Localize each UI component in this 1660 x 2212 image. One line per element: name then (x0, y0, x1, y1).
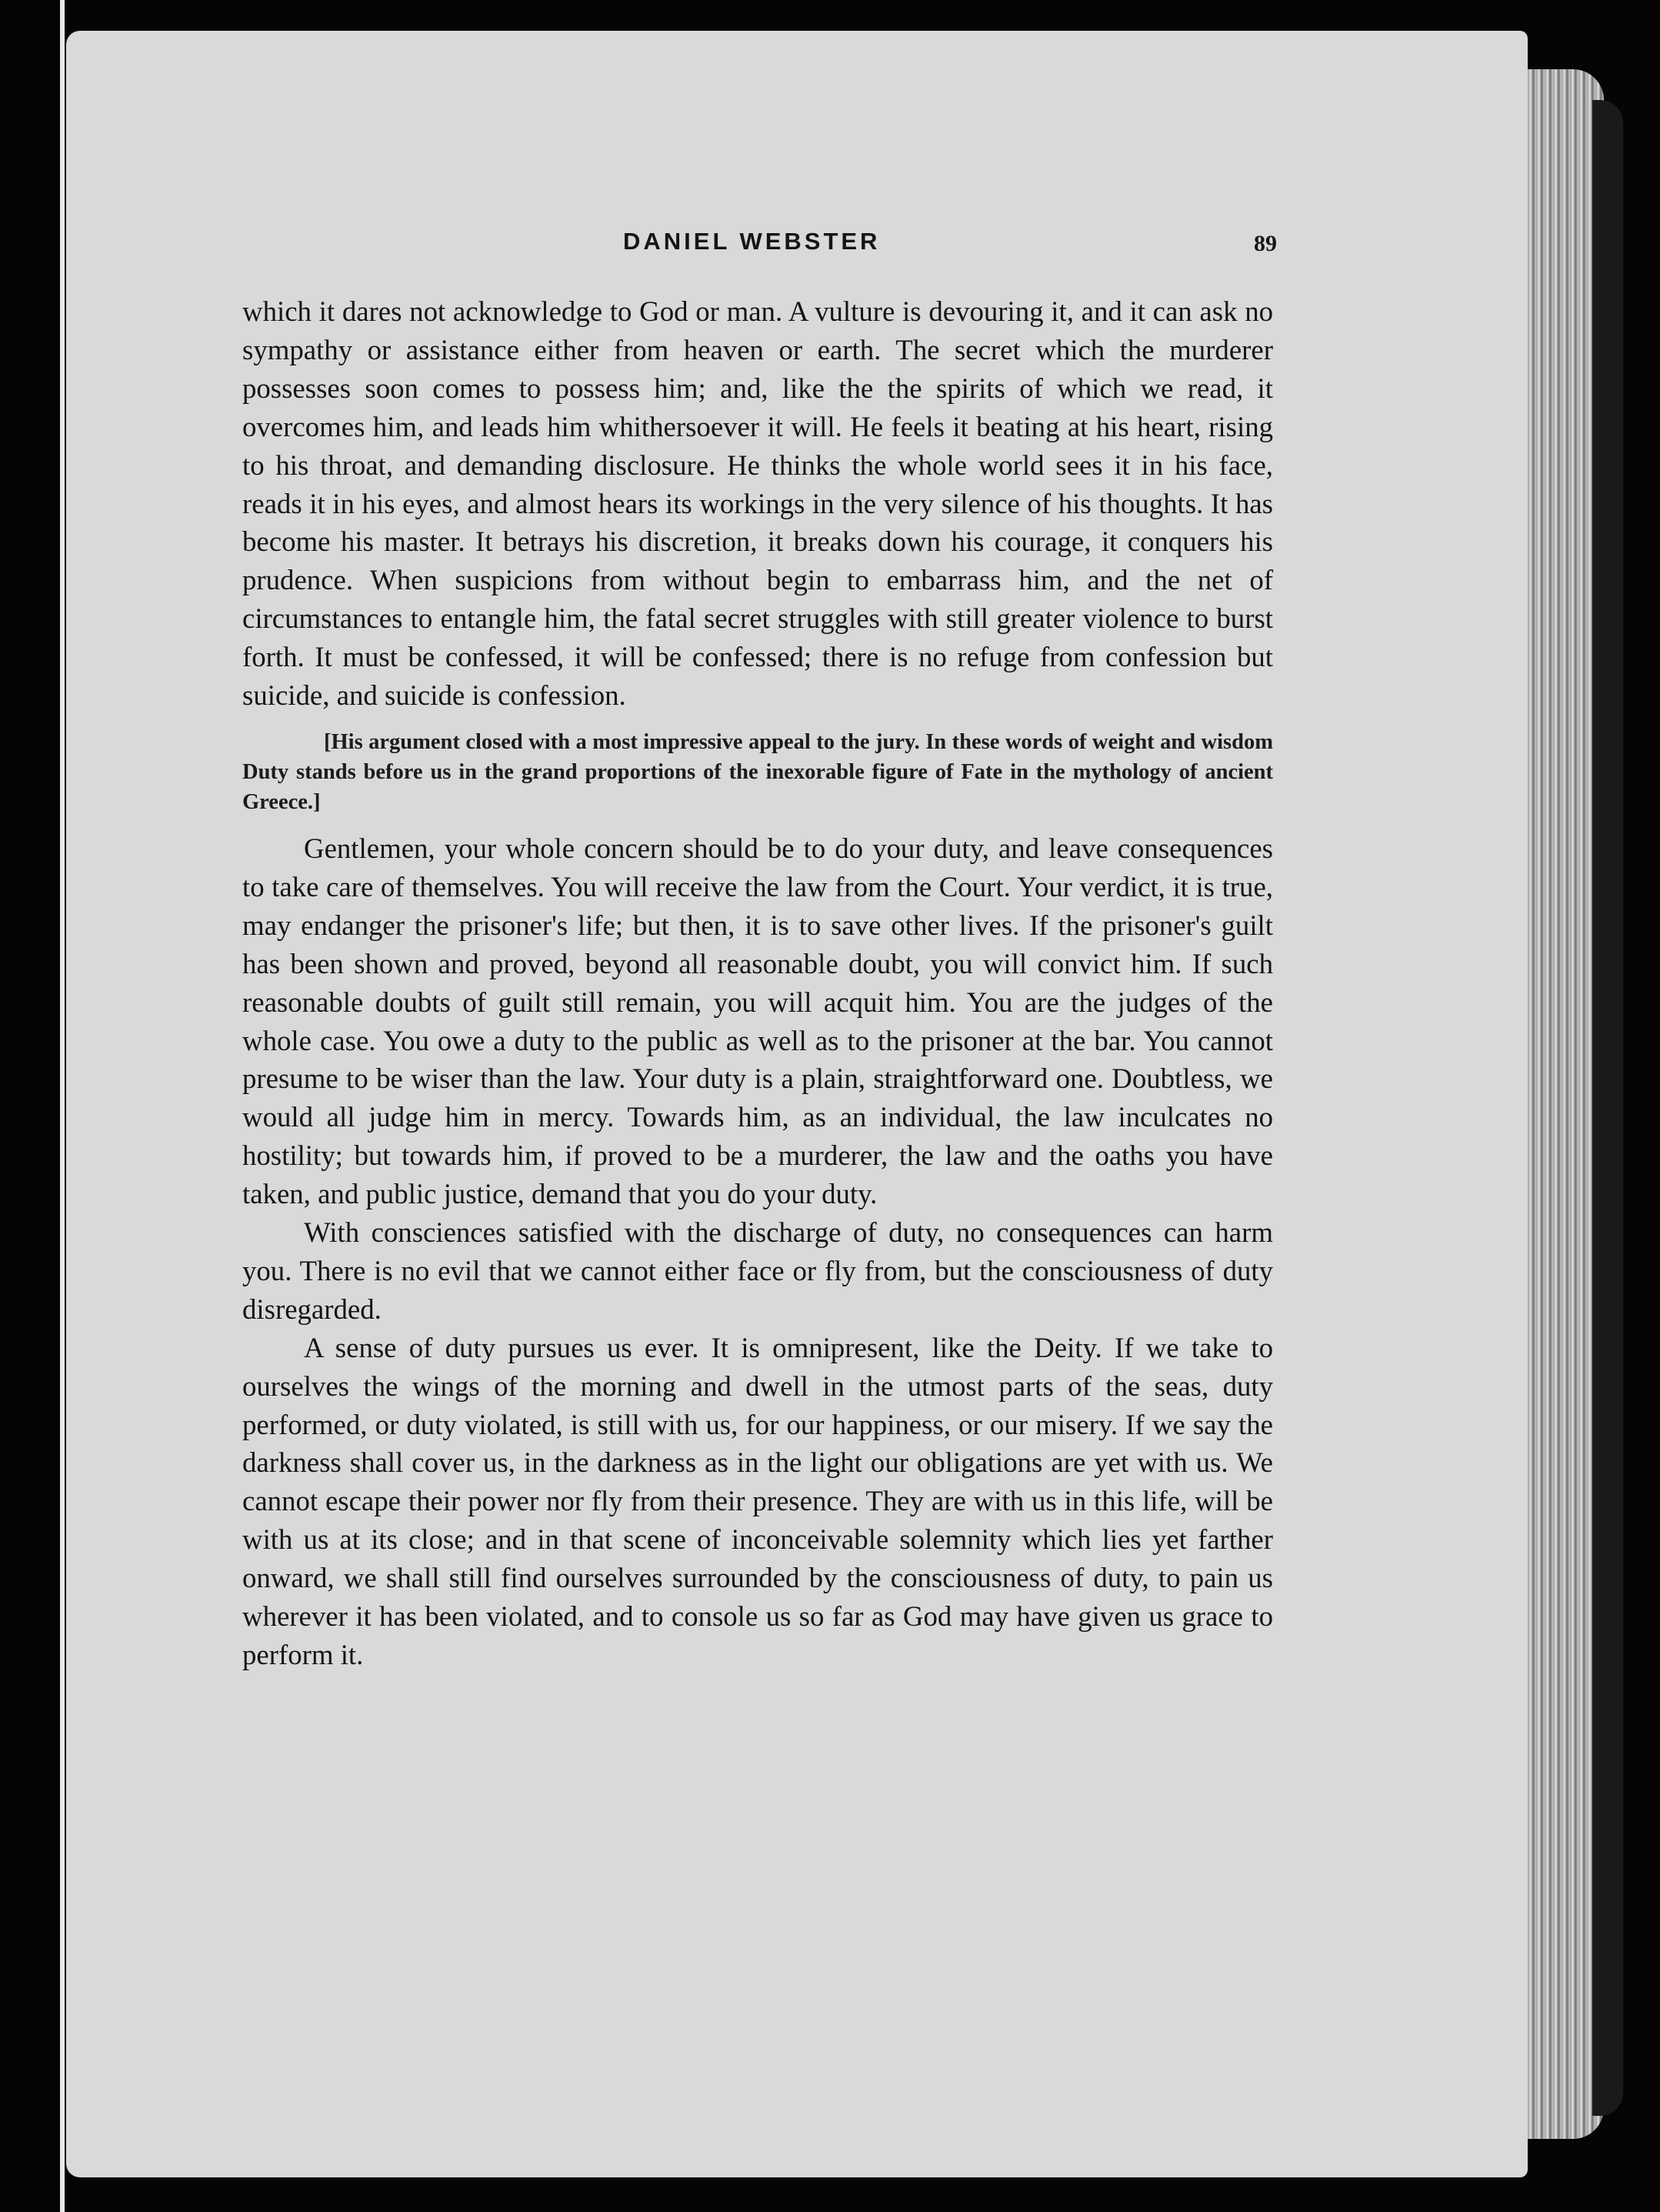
editorial-note: [His argument closed with a most impressive appeal to the jury. In these words of weight and wisdom Duty stands before us in the grand proportions of the inexorable figure of Fate in the mythology of ancient Greece.] (242, 729, 1273, 814)
running-head (238, 228, 1277, 265)
paragraph-continuation: which it dares not acknowledge to God or man. A vulture is devouring it, and it can ask no sympathy or assistance either from heaven or earth. The secret which the murderer possesses soon comes to possess him; and, like the the spirits of which we read, it overcomes him, and leads him whithersoever it will. He feels it beating at his heart, rising to his throat, and demanding disclosure. He thinks the whole world sees it in his face, reads it in his eyes, and almost hears its workings in the very silence of his thoughts. It has become his master. It betrays his discretion, it breaks down his courage, it conquers his prudence. When suspicions from without begin to embarrass him, and the net of circumstances to entangle him, the fatal secret struggles with still greater violence to burst forth. It must be confessed, it will be confessed; there is no refuge from confession but suicide, and suicide is confession. (242, 295, 1273, 712)
running-title: DANIEL WEBSTER (623, 228, 881, 255)
binding-rule (60, 0, 65, 2212)
paragraph: Gentlemen, your whole concern should be to do your duty, and leave consequences to take care of themselves. You will receive the law from the Court. Your verdict, it is true, may endanger the prisoner's life; but then, it is to save other lives. If the prisoner's guilt has been shown and proved, beyond all reasonable doubt, you will convict him. If such reasonable doubts of guilt still remain, you will acquit him. You are the judges of the whole case. You owe a duty to the public as well as to the prisoner at the bar. You cannot presume to be wiser than the law. Your duty is a plain, straightforward one. Doubtless, we would all judge him in mercy. Towards him, as an individual, the law inculcates no hostility; but towards him, if proved to be a murderer, the law and the oaths you have taken, and public justice, demand that you do your duty. (242, 832, 1273, 1210)
page-edges (1519, 69, 1604, 2139)
paragraph: With consciences satisfied with the discharge of duty, no consequences can harm you. There is no evil that we cannot either face or fly from, but the consciousness of duty disregarded. (242, 1216, 1273, 1325)
body-text (242, 292, 1273, 1674)
page-number: 89 (1254, 231, 1277, 256)
book-cover-edge (1592, 100, 1623, 2116)
paragraph: A sense of duty pursues us ever. It is omnipresent, like the Deity. If we take to ourselves the wings of the morning and dwell in the utmost parts of the seas, duty performed, or duty violated, is still with us, for our happiness, or our misery. If we say the darkness shall cover us, in the darkness as in the light our obligations are yet with us. We cannot escape their power nor fly from their presence. They are with us in this life, will be with us at its close; and in that scene of inconceivable solemnity which lies yet farther onward, we shall still find ourselves surrounded by the consciousness of duty, to pain us wherever it has been violated, and to console us so far as God may have given us grace to perform it. (242, 1331, 1273, 1670)
